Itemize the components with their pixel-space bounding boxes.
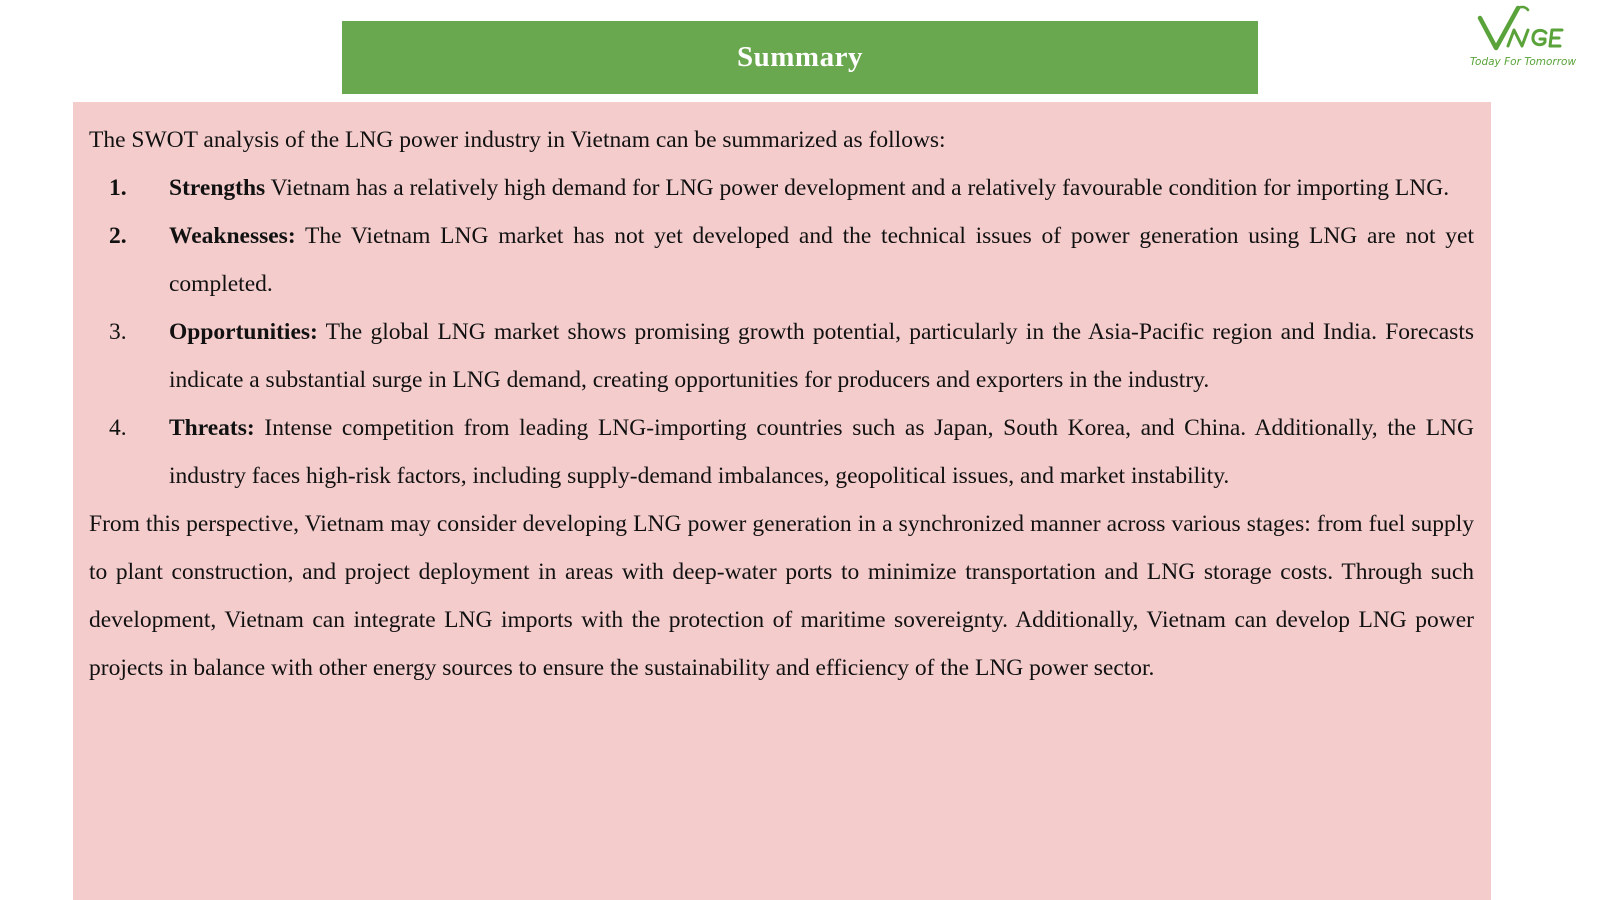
list-item-text: The global LNG market shows promising growth potential, particularly in the Asia-Pacific region and India. Forecasts indicate a substantial surge in LNG demand, creating opportunities for producers and exporters in the industry. [169,319,1474,393]
title-bar [342,21,1258,94]
list-item-body [169,164,1474,212]
intro-paragraph: The SWOT analysis of the LNG power industry in Vietnam can be summarized as follows: [89,127,946,153]
page-title: Summary [737,41,863,73]
list-item-body [169,308,1474,404]
vnge-logo-icon [1474,4,1574,52]
summary-content [73,102,1491,900]
list-item-number: 2. [109,223,127,249]
list-item-body [169,404,1474,500]
swot-list [89,164,1474,500]
list-item-number: 1. [109,175,127,201]
list-item-body [169,212,1474,308]
list-item-threats [89,404,1474,500]
list-item-term: Threats: [169,415,255,441]
list-item-number: 3. [109,319,127,345]
list-item-number: 4. [109,415,127,441]
list-item-text: Vietnam has a relatively high demand for LNG power development and a relatively favourable condition for importing LNG. [265,175,1450,201]
vnge-logo [1452,4,1592,72]
list-item-text: Intense competition from leading LNG-importing countries such as Japan, South Korea, and China. Additionally, the LNG industry faces high-risk factors, including supply-demand imbalances, geopolitical issues, and market instability. [169,415,1474,489]
list-item-term: Strengths [169,175,266,201]
logo-tagline: Today For Tomorrow [1469,56,1577,68]
list-item-text: The Vietnam LNG market has not yet developed and the technical issues of power generation using LNG are not yet completed. [169,223,1474,297]
list-item-term: Weaknesses: [169,223,296,249]
list-item-strengths [89,164,1474,212]
conclusion-paragraph: From this perspective, Vietnam may consider developing LNG power generation in a synchronized manner across various stages: from fuel supply to plant construction, and project deployment in areas with deep-water ports to minimize transportation and LNG storage costs. Through such development, Vietnam can integrate LNG imports with the protection of maritime sovereignty. Additionally, Vietnam can develop LNG power projects in balance with other energy sources to ensure the sustainability and efficiency of the LNG power sector. [89,511,1474,681]
list-item-term: Opportunities: [169,319,318,345]
list-item-weaknesses [89,212,1474,308]
list-item-opportunities [89,308,1474,404]
